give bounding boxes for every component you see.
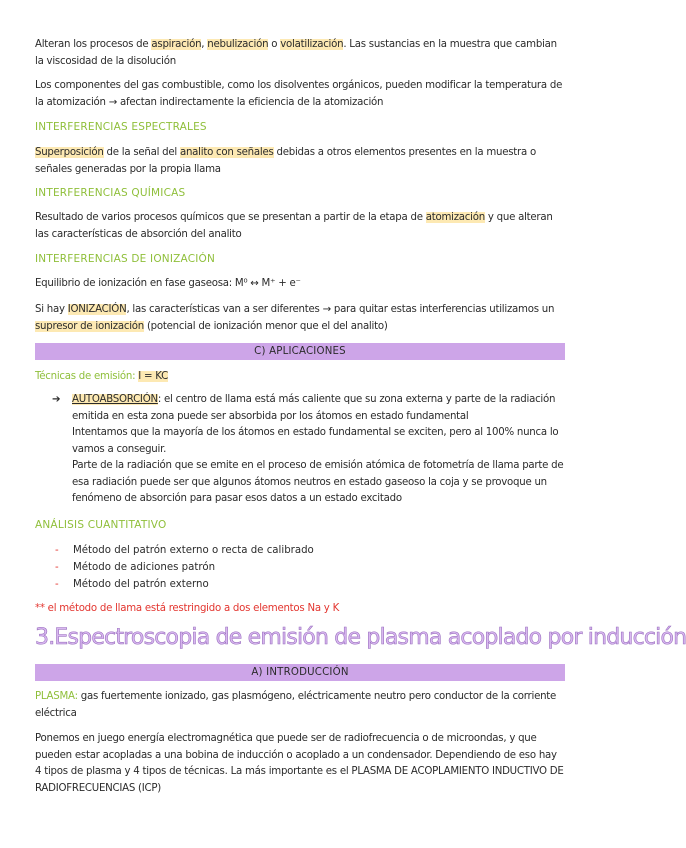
section-band-aplicaciones: C) APLICACIONES <box>35 343 565 360</box>
paragraph-aspiration: Alteran los procesos de aspiración, nebulización o volatilización. Las sustancias en la muestra que cambian la viscosidad de la disolución <box>35 39 557 67</box>
heading-interferencias-quimicas: INTERFERENCIAS QUÍMICAS <box>35 187 186 199</box>
paragraph-superposicion: Superposición de la señal del analito con señales debidas a otros elementos presentes en la muestra o señales generadas por la propia llama <box>35 147 536 175</box>
tecnicas-emision: Técnicas de emisión: I = KC <box>35 371 169 382</box>
list-item: - Método del patrón externo o recta de calibrado <box>55 545 314 556</box>
heading-interferencias-espectrales: INTERFERENCIAS ESPECTRALES <box>35 121 207 133</box>
arrow-icon: ➔ <box>52 394 61 405</box>
heading-interferencias-ionizacion: INTERFERENCIAS DE IONIZACIÓN <box>35 253 216 265</box>
paragraph-energia: Ponemos en juego energía electromagnética que puede ser de radiofrecuencia o de microondas, y que pueden estar acopladas a una bobina de inducción o acoplado a un condensador. Dependiendo de eso hay 4 tipos de plasma y 4 tipos de técnicas. La más importante es el PLASMA DE ACOPLAMIENTO INDUCTIVO DE RADIOFRECUENCIAS (ICP) <box>35 733 564 794</box>
bullet-autoabsorcion: ➔ AUTOABSORCIÓN: el centro de llama está más caliente que su zona externa y parte de la radiación emitida en esta zona puede ser absorbida por los átomos en estado fundamental Intentamos que la mayoría de los átomos en estado fundamental se exciten, pero al 100% nunca lo vamos a conseguir. Parte de la radiación que se emite en el proceso de emisión atómica de fotometría de llama parte de esa radiación puede ser que algunos átomos neutros en estado gaseoso la coja y se provoque un fenómeno de absorción para pasar esos datos a un estado excitado <box>52 394 564 504</box>
paragraph-quimicas: Resultado de varios procesos químicos que se presentan a partir de la etapa de atomización y que alteran las características de absorción del analito <box>35 212 553 240</box>
list-item: - Método de adiciones patrón <box>55 562 216 573</box>
heading-analisis-cuantitativo: ANÁLISIS CUANTITATIVO <box>35 519 167 531</box>
section-band-introduccion: A) INTRODUCCIÓN <box>35 664 565 681</box>
highlight-aspiracion: aspiración <box>151 39 202 50</box>
highlight-volatilizacion: volatilización <box>280 39 344 50</box>
paragraph-combustible: Los componentes del gas combustible, como los disolventes orgánicos, pueden modificar la temperatura de la atomización → afectan indirectamente la eficiencia de la atomización <box>35 80 563 108</box>
list-item: - Método del patrón externo <box>55 579 209 590</box>
paragraph-ionizacion: Si hay IONIZACIÓN, las características van a ser diferentes → para quitar estas interferencias utilizamos un supresor de ionización (potencial de ionización menor que el del analito) <box>35 304 555 332</box>
section-title: 3.Espectroscopia de emisión de plasma acoplado por inducción <box>35 625 686 650</box>
note-metodo-llama: ** el método de llama está restringido a dos elementos Na y K <box>35 603 340 614</box>
highlight-nebulizacion: nebulización <box>207 39 269 50</box>
paragraph-equilibrio: Equilibrio de ionización en fase gaseosa: M⁰ ↔ M⁺ + e⁻ <box>35 278 301 289</box>
paragraph-plasma: PLASMA: gas fuertemente ionizado, gas plasmógeno, eléctricamente neutro pero conductor de la corriente eléctrica <box>35 691 557 719</box>
